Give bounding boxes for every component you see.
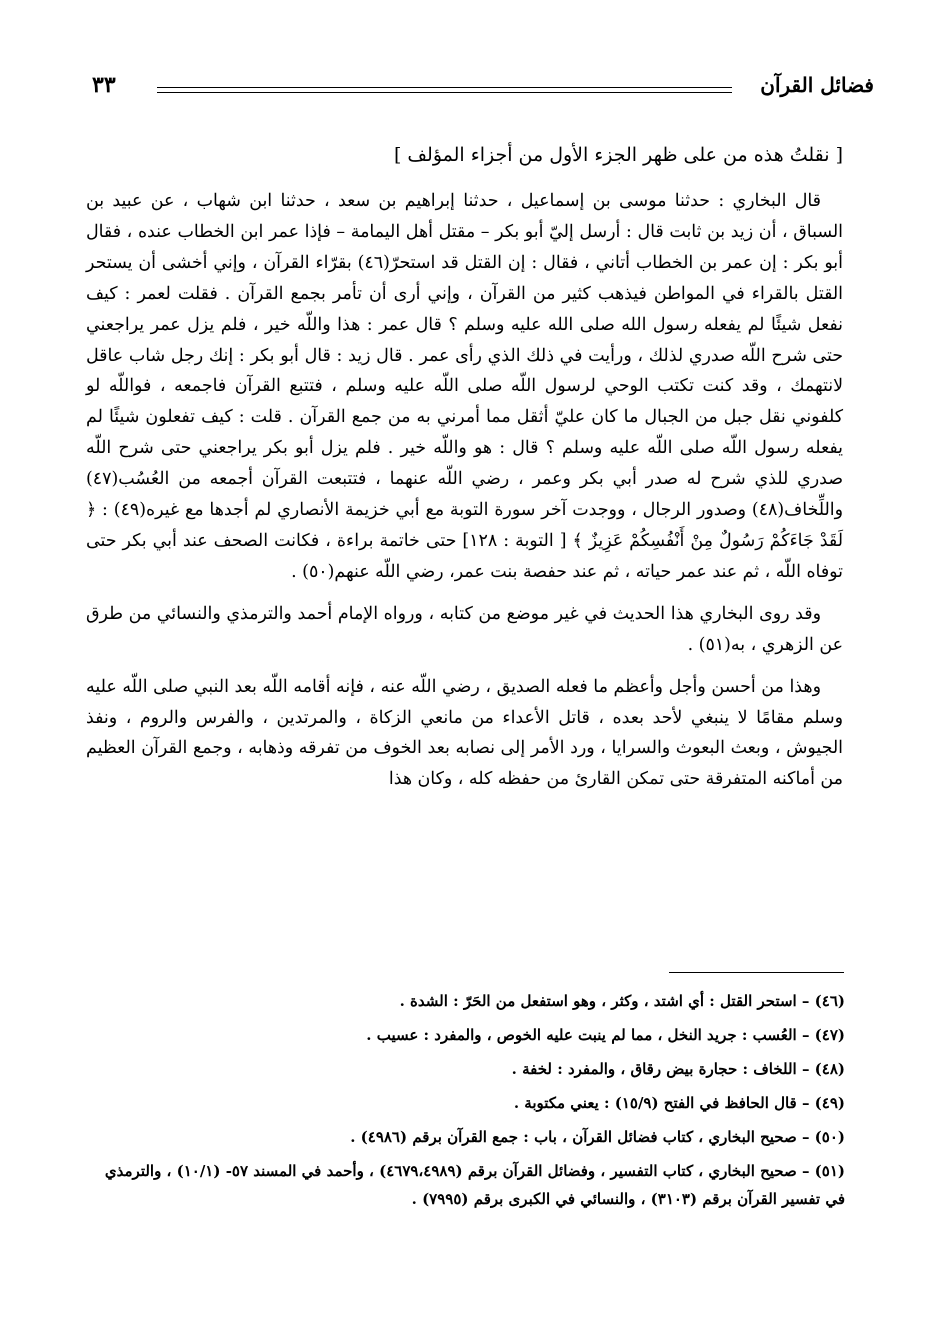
- footnote: (٤٩) – قال الحافظ في الفتح (١٥/٩) : يعني مكتوبة .: [513, 1094, 845, 1112]
- footnote: (٥١) – صحيح البخاري ، كتاب التفسير ، وفضائل القرآن برقم (٤٦٧٩،٤٩٨٩) ، وأحمد في المسند ٥٧- (١٠/١) ، والترمذي في تفسير القرآن برقم (٣١٠٣) ، والنسائي في الكبرى برقم (٧٩٩٥) .: [104, 1162, 845, 1208]
- footnotes: [88, 984, 845, 1213]
- footnote: (٤٦) – استحر القتل : أي اشتد ، وكثر ، وهو استفعل من الحَرّ : الشدة .: [399, 992, 845, 1010]
- main-text: [86, 186, 843, 795]
- footnote: (٤٧) – العُسب : جريد النخل ، مما لم ينبت عليه الخوص ، والمفرد : عسيب .: [366, 1026, 845, 1044]
- paragraph: وقد روى البخاري هذا الحديث في غير موضع من كتابه ، ورواه الإمام أحمد والترمذي والنسائي من طرق عن الزهري ، به(٥١) .: [86, 603, 843, 655]
- paragraph: قال البخاري : حدثنا موسى بن إسماعيل ، حدثنا إبراهيم بن سعد ، حدثنا ابن شهاب ، عن عبيد بن السباق ، أن زيد بن ثابت قال : أرسل إليّ أبو بكر – مقتل أهل اليمامة – فإذا عمر ابن الخطاب عنده ، فقال أبو بكر : إن عمر بن الخطاب أتاني ، فقال : إن القتل قد استحرّ(٤٦) بقرّاء القرآن ، وإني أخشى أن يستحر القتل بالقراء في المواطن فيذهب كثير من القرآن ، وإني أرى أن تأمر بجمع القرآن . فقلت لعمر : كيف نفعل شيئًا لم يفعله رسول الله صلى الله عليه وسلم ؟ قال عمر : هذا واللّه خير ، فلم يزل عمر يراجعني حتى شرح اللّه صدري لذلك ، ورأيت في ذلك الذي رأى عمر . قال زيد : قال أبو بكر : إنك رجل شاب عاقل لانتهمك ، وقد كنت تكتب الوحي لرسول اللّه صلى اللّه عليه وسلم ، فتتبع القرآن فاجمعه ، فواللّه لو كلفوني نقل جبل من الجبال ما كان عليّ أثقل مما أمرني به من جمع القرآن . قلت : كيف تفعلون شيئًا لم يفعله رسول اللّه صلى اللّه عليه وسلم ؟ قال : هو واللّه خير . فلم يزل أبو بكر يراجعني حتى شرح اللّه صدري للذي شرح له صدر أبي بكر وعمر ، رضي اللّه عنهما ، فتتبعت القرآن أجمعه من العُسُب(٤٧) واللِّخاف(٤٨) وصدور الرجال ، ووجدت آخر سورة التوبة مع أبي خزيمة الأنصاري لم أجدها مع غيره(٤٩) : ﴿ لَقَدْ جَاءَكُمْ رَسُولٌ مِنْ أَنْفُسِكُمْ عَزِيزٌ ﴾ [ التوبة : ١٢٨] حتى خاتمة براءة ، فكانت الصحف عند أبي بكر حتى توفاه اللّه ، ثم عند عمر حياته ، ثم عند حفصة بنت عمر، رضي اللّه عنهم(٥٠) .: [86, 191, 844, 582]
- header-rule: [157, 87, 732, 88]
- running-title: فضائل القرآن: [760, 73, 874, 97]
- page-number: ٣٣: [92, 72, 116, 98]
- footnote: (٤٨) – اللخاف : حجارة بيض رقاق ، والمفرد : لخفة .: [511, 1060, 845, 1078]
- editor-note: [ نقلتُ هذه من على ظهر الجزء الأول من أجزاء المؤلف ]: [393, 144, 843, 166]
- running-header: [92, 68, 874, 102]
- footnote-separator: [669, 972, 844, 973]
- header-rule: [157, 92, 732, 93]
- paragraph: وهذا من أحسن وأجل وأعظم ما فعله الصديق ، رضي اللّه عنه ، فإنه أقامه اللّه بعد النبي صلى اللّه عليه وسلم مقامًا لا ينبغي لأحد بعده ، قاتل الأعداء من مانعي الزكاة ، والمرتدين ، والفرس والروم ، ونفذ الجيوش ، وبعث البعوث والسرايا ، ورد الأمر إلى نصابه بعد الخوف من تفرقه وذهابه ، وجمع القرآن العظيم من أماكنه المتفرقة حتى تمكن القارئ من حفظه كله ، وكان هذا: [86, 676, 843, 790]
- footnote: (٥٠) – صحيح البخاري ، كتاب فضائل القرآن ، باب : جمع القرآن برقم (٤٩٨٦) .: [350, 1128, 845, 1146]
